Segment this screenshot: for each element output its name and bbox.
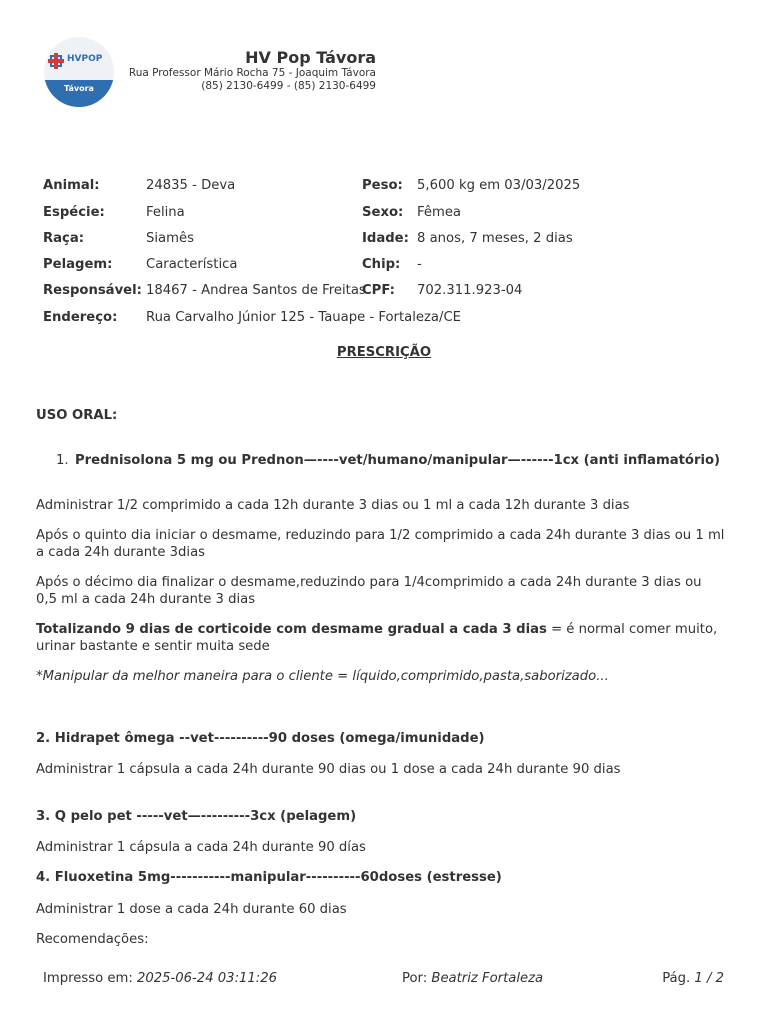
item1-title: Prednisolona 5 mg ou Prednon—----vet/humano/manipular—------1cx (anti inflamatório)	[75, 453, 721, 468]
section-heading: USO ORAL:	[36, 408, 118, 423]
item3-instruction: Administrar 1 cápsula a cada 24h durante 90 días	[36, 840, 366, 855]
coat-value: Característica	[146, 257, 238, 272]
item2-title: 2. Hidrapet ômega --vet----------90 doses (omega/imunidade)	[36, 731, 485, 746]
page-number	[662, 971, 724, 986]
printed-by-label: Por:	[402, 971, 432, 986]
item1-total-rest: = é normal comer muito, urinar bastante e sentir muita sede	[36, 622, 718, 654]
page-value: 1 / 2	[694, 971, 724, 986]
age-label: Idade:	[362, 231, 409, 246]
species-value: Felina	[146, 205, 185, 220]
clinic-name: HV Pop Távora	[245, 48, 376, 67]
page-label: Pág.	[662, 971, 695, 986]
item1-total	[36, 622, 726, 655]
item2-instruction: Administrar 1 cápsula a cada 24h durante 90 dias ou 1 dose a cada 24h durante 90 dias	[36, 762, 621, 777]
item1-note-star: *	[36, 669, 43, 684]
owner-value: 18467 - Andrea Santos de Freitas	[146, 283, 366, 298]
item4-title: 4. Fluoxetina 5mg-----------manipular----------60doses (estresse)	[36, 870, 502, 885]
cpf-value: 702.311.923-04	[417, 283, 523, 298]
weight-label: Peso:	[362, 178, 403, 193]
item1-note-text: Manipular da melhor maneira para o cliente = líquido,comprimido,pasta,saborizado...	[42, 669, 609, 684]
item1-total-bold: Totalizando 9 dias de corticoide com desmame gradual a cada 3 dias	[36, 622, 547, 637]
item4-instruction: Administrar 1 dose a cada 24h durante 60 dias	[36, 902, 347, 917]
address-label: Endereço:	[43, 310, 118, 325]
breed-value: Siamês	[146, 231, 194, 246]
item1-number: 1.	[56, 453, 69, 468]
cpf-label: CPF:	[362, 283, 395, 298]
logo-text: HVPOP	[67, 54, 103, 64]
clinic-logo	[41, 36, 117, 108]
clinic-phones: (85) 2130-6499 - (85) 2130-6499	[201, 80, 376, 92]
item1-note	[36, 669, 726, 686]
printed-label: Impresso em:	[43, 971, 137, 986]
logo-subtext: Távora	[64, 84, 94, 93]
animal-value: 24835 - Deva	[146, 178, 236, 193]
item1-instruction-3: Após o décimo dia finalizar o desmame,reduzindo para 1/4comprimido a cada 24h durante 3 dias ou 0,5 ml a cada 24h durante 3 dias	[36, 575, 702, 607]
coat-label: Pelagem:	[43, 257, 113, 272]
weight-value: 5,600 kg em 03/03/2025	[417, 178, 581, 193]
prescription-title: PRESCRIÇÃO	[336, 345, 432, 360]
clinic-address: Rua Professor Mário Rocha 75 - Joaquim Távora	[128, 67, 376, 79]
sex-label: Sexo:	[362, 205, 404, 220]
item3-title: 3. Q pelo pet -----vet—---------3cx (pelagem)	[36, 809, 357, 824]
chip-value: -	[417, 257, 422, 272]
printed-value: 2025-06-24 03:11:26	[136, 971, 278, 986]
species-label: Espécie:	[43, 205, 105, 220]
sex-value: Fêmea	[417, 205, 462, 220]
address-value: Rua Carvalho Júnior 125 - Tauape - Fortaleza/CE	[146, 310, 461, 325]
printed-at	[43, 971, 277, 986]
animal-label: Animal:	[43, 178, 100, 193]
chip-label: Chip:	[362, 257, 401, 272]
age-value: 8 anos, 7 meses, 2 dias	[417, 231, 573, 246]
item1-instruction-1: Administrar 1/2 comprimido a cada 12h durante 3 dias ou 1 ml a cada 12h durante 3 dias	[36, 498, 630, 513]
printed-by-value: Beatriz Fortaleza	[431, 971, 544, 986]
item1-instruction-2: Após o quinto dia iniciar o desmame, reduzindo para 1/2 comprimido a cada 24h durante 3 dias ou 1 ml a cada 24h durante 3dias	[36, 528, 725, 560]
breed-label: Raça:	[43, 231, 85, 246]
recommendations-label: Recomendações:	[36, 932, 149, 947]
printed-by	[402, 971, 543, 986]
owner-label: Responsável:	[43, 283, 142, 298]
